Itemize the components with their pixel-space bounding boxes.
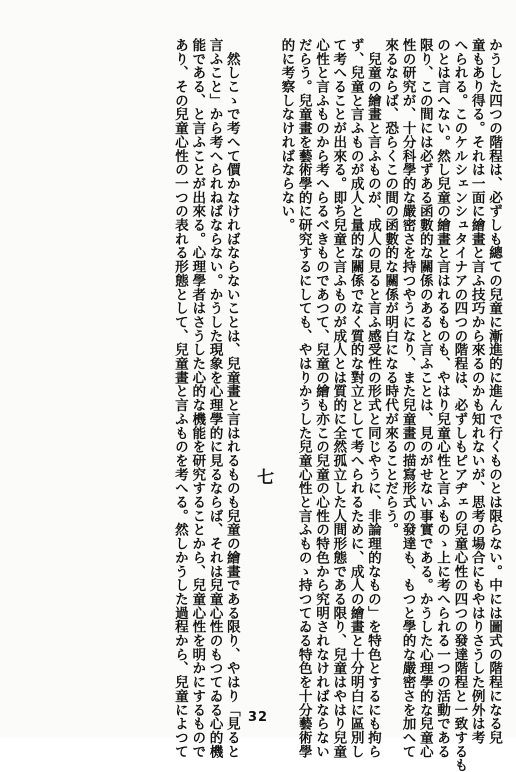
text-line: 來るならば、恐らくこの間の函數的な關係が明白になる時代が來ることだらう。 — [382, 38, 399, 537]
text-line: 性の研究が、十分科學的な嚴密さを持つやうになり、また兒童畫の描寫形式の發達も、もつと學的な嚴密さを加へて — [399, 38, 416, 759]
text-line: ず、兒童と言ふものが成人と量的な關係でなく質的な對立として考へられるために、成人の繪畫と十分明白に區別し — [347, 38, 364, 759]
text-line: 言ふこと」から考へられねばならない。かうした現象を心理學的に見るならば、それは兒童心性のもつてゐる心的機 — [206, 38, 223, 759]
text-line: 童もあり得る。それは一面に繪畫と言ふ技巧から來るのかも知れないが、思考の場合にもやはりさうした例外は考 — [468, 38, 485, 745]
text-line: 心性と言ふものから考へらるべきものであつて、兒童の繪も亦この兒童の心性の特色から究明されなければならない — [313, 38, 330, 759]
text-line: あり、その兒童心性の一つの表れる形態として、兒童畫と言ふものを考へる。然しかうした過程から、兒童によつて — [171, 38, 188, 759]
text-line: 兒童の繪畫と言ふものが、成人の見ると言ふ感受性の形式と同じやうに、非論理的なもの」を特色とするにも拘ら — [364, 38, 381, 759]
text-line: のとは言へない。然し兒童の繪畫と言はれるものも、やはり兒童心性と言ふものゝ上に考へられる一つの活動である — [434, 38, 451, 759]
text-line: て考へることが出來る。即ち兒童と言ふものが成人とは質的に全然孤立した人間形態である限り、兒童はやはり兒童 — [330, 38, 347, 759]
text-line: かうした四つの階程は、必ずしも總ての兒童に漸進的に進んで行くものとは限らない。中には圖式の階程になる兒 — [486, 38, 502, 745]
text-line: だらう。兒童畫を藝術學的に研究するにしても、やはりかうした兒童心性と言ふものゝ持つてゐる特色を十分藝術學 — [295, 38, 312, 759]
text-line: 的に考察しなければならない。 — [278, 38, 295, 232]
page-number: 32 — [247, 710, 269, 725]
section-heading: 七 — [253, 468, 274, 486]
text-line: 限り、この間には必ずある函數的な關係のあると言ふことは、見のがせない事實である。かうした心理學的な兒童心 — [416, 38, 433, 759]
text-line: 然しこゝで考へて價かなければならないことは、兒童畫と言はれるものも兒童の繪畫である限り、やはり「見ると — [223, 38, 240, 759]
text-line: へられる。このケルシェンシュタイナアの四つの階程は、必ずしもピアヂェの兒童心性の四つの發達階程と一致するも — [451, 38, 468, 772]
text-line: 能である、と言ふことが出來る。心理學者はさうした心的な機能を研究することから、兒童心性を明かにするもので — [189, 38, 206, 759]
